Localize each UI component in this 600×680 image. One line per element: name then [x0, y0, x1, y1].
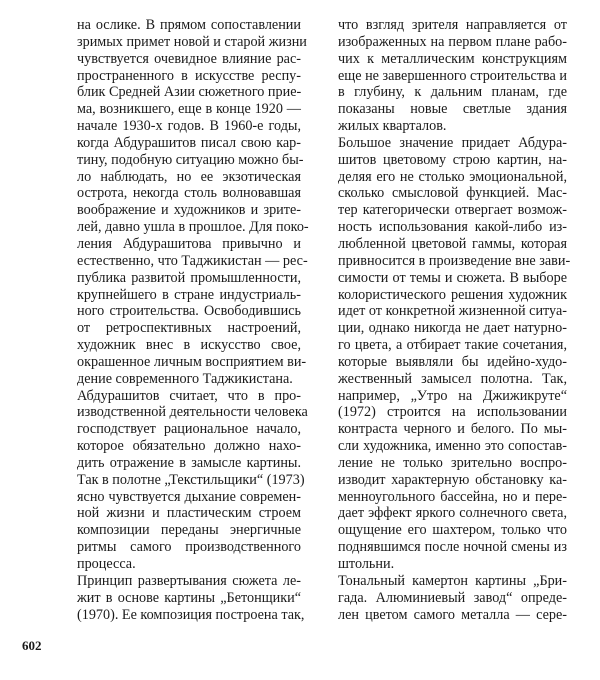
text-line: Тональный камертон картины „Бри- [338, 572, 567, 589]
text-line: дение современного Таджикистана. [77, 370, 293, 387]
paragraph [77, 17, 309, 388]
text-line: деляя его не столько эмоциональной, [338, 168, 567, 185]
text-line: блик Средней Азии сюжетного прие- [77, 84, 302, 101]
paragraph [338, 17, 567, 135]
text-line: в глубину, к дальним планам, где [338, 84, 567, 101]
text-line: ции, однако никогда не дает натурно- [338, 320, 567, 337]
text-line: от ретроспективных настроений, [77, 320, 301, 337]
text-line: естественно, что Таджикистан — рес- [77, 252, 308, 269]
text-line: сколько смысловой функцией. Мас- [338, 185, 567, 202]
text-line: крупнейшего в стране индустриаль- [77, 286, 301, 303]
text-line: окрашенное личным восприятием ви- [77, 353, 307, 370]
text-line: пространенного в искусстве респу- [77, 67, 301, 84]
text-line: дить отражение в замысле картины. [77, 454, 301, 471]
text-line: шитов цветовому строю картин, на- [338, 151, 567, 168]
text-line: (1972) строится на использовании [338, 404, 567, 421]
text-line: го цвета, а отбирает такие сочетания, [338, 337, 567, 354]
paragraph [338, 573, 567, 624]
text-line: когда Абдурашитов писал свою кар- [77, 134, 301, 151]
text-line: господствует рациональное начало, [77, 421, 301, 438]
text-line: Так в полотне „Текстильщики“ (1973) [77, 471, 305, 488]
text-line: острота, некогда столь волновавшая [77, 185, 301, 202]
paragraph [338, 134, 571, 573]
text-line: сли художника, именно это сопостав- [338, 438, 567, 455]
text-line: публика развитой промышленности, [77, 269, 301, 286]
text-line: ощущение его шахтером, только что [338, 522, 567, 539]
text-line: жественный замысел полотна. Так, [338, 370, 567, 387]
text-line: показаны новые светлые здания [338, 101, 567, 118]
text-line: (1970). Ее композиция построена так, [77, 606, 305, 623]
text-line: ность использования какой-либо из- [338, 219, 567, 236]
text-line: менноугольного бассейна, но и пере- [338, 488, 567, 505]
text-line: чих к металлическим конструкциям [338, 50, 567, 67]
text-line: которые выявляли бы идейно-худо- [338, 353, 567, 370]
text-line: на ослике. В прямом сопоставлении [77, 17, 301, 33]
text-line: ной жизни и пластическим строем [77, 505, 301, 522]
text-line: еще не завершенного строительства и [338, 67, 567, 84]
text-line: дает эффект яркого солнечного света, [338, 505, 567, 522]
text-line: начале 1930-х годов. В 1960-е годы, [77, 118, 301, 135]
text-line: гада. Алюминиевый завод“ опреде- [338, 589, 567, 606]
text-line: изображенных на первом плане рабо- [338, 33, 567, 50]
paragraph [77, 572, 305, 624]
text-line: что взгляд зрителя направляется от [338, 17, 567, 33]
text-column-right [338, 17, 571, 623]
text-line: привносится в произведение вне зави- [338, 252, 571, 269]
text-line: ление не только зрительно воспро- [338, 454, 567, 471]
text-line: ма, возникшего, еще в конце 1920 — [77, 101, 301, 118]
text-line: тер категорически отвергает возмож- [338, 202, 567, 219]
text-line: которое обязательно должно нахо- [77, 438, 301, 455]
text-line: ло наблюдать, но ее экзотическая [77, 168, 301, 185]
text-line: Принцип развертывания сюжета ле- [77, 572, 301, 589]
text-line: например, „Утро на Джижикруте“ [338, 387, 567, 404]
page-number: 602 [22, 638, 42, 653]
text-line: штольни. [338, 556, 395, 572]
text-line: жилых кварталов. [338, 118, 447, 135]
text-line: идет от конкретной жизненной ситуа- [338, 303, 567, 320]
text-line: ного строительства. Освободившись [77, 303, 301, 320]
text-line: художник внес в искусство свое, [77, 337, 301, 354]
text-line: Абдурашитов считает, что в про- [77, 387, 301, 404]
text-line: ления Абдурашитова привычно и [77, 235, 301, 252]
text-line: контраста черного и белого. По мы- [338, 421, 567, 438]
text-line: симости от темы и сюжета. В выборе [338, 269, 567, 286]
text-line: изводит характерную обстановку ка- [338, 471, 567, 488]
text-line: любленной цветовой гаммы, которая [338, 235, 567, 252]
text-line: ритмы самого производственного [77, 539, 301, 556]
text-line: лей, давно ушла в прошлое. Для поко- [77, 219, 309, 236]
text-line: жит в основе картины „Бетонщики“ [77, 589, 301, 606]
text-line: чувствуется очевидное влияние рас- [77, 50, 301, 67]
text-line: изводственной деятельности человека [77, 404, 308, 421]
text-line: воображение и художников и зрите- [77, 202, 301, 219]
text-line: тину, подобную ситуацию можно бы- [77, 151, 304, 168]
text-line: лен цветом самого металла — сере- [338, 606, 567, 623]
text-line: поднявшимся после ночной смены из [338, 539, 567, 556]
text-line: процесса. [77, 556, 136, 572]
text-column-left [77, 17, 309, 623]
text-line: зримых примет новой и старой жизни [77, 33, 307, 50]
text-line: ясно чувствуется дыхание современ- [77, 488, 301, 505]
text-line: Большое значение придает Абдура- [338, 134, 567, 151]
paragraph [77, 387, 308, 573]
text-line: композиции переданы энергичные [77, 522, 301, 539]
text-line: колористического решения художник [338, 286, 567, 303]
